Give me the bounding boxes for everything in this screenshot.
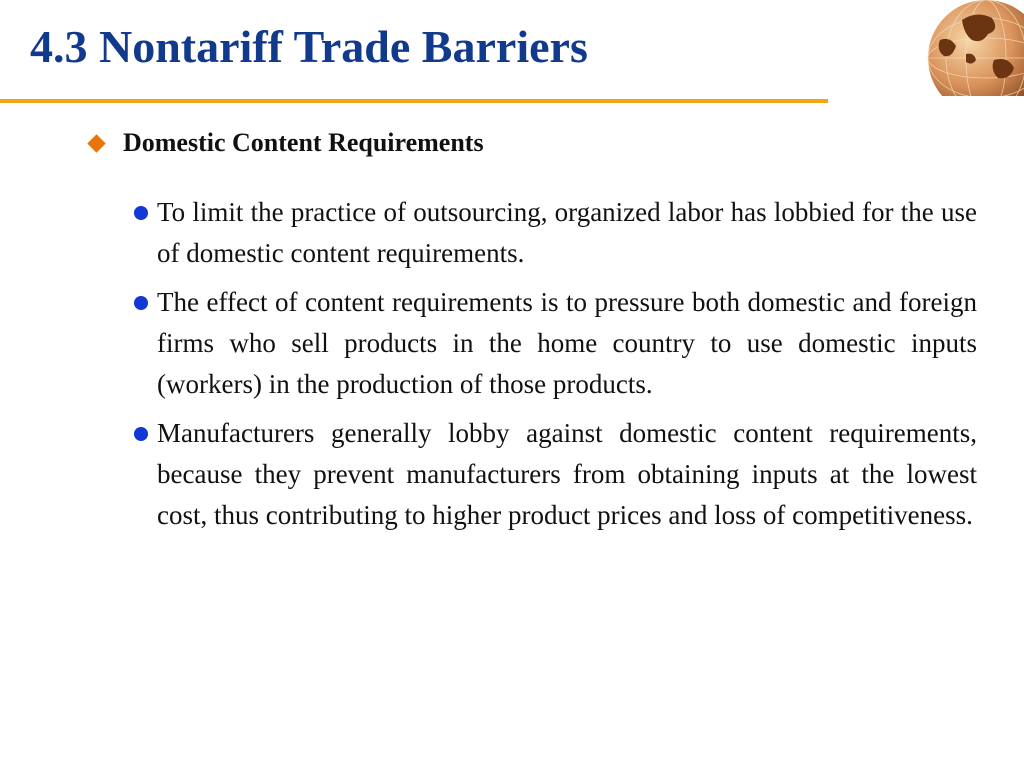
- bullet-text: Manufacturers generally lobby against domestic content requirements, because they prevent manufacturers from obtaining inputs at the lowest cost, thus contributing to higher product prices and loss of competitiveness.: [157, 418, 977, 530]
- blue-dot-bullet-icon: [134, 427, 148, 441]
- blue-dot-bullet-icon: [134, 296, 148, 310]
- bullet-text: The effect of content requirements is to pressure both domestic and foreign firms who sell products in the home country to use domestic inputs (workers) in the production of those products.: [157, 287, 977, 399]
- list-item: [133, 413, 977, 536]
- title-divider: [0, 99, 828, 103]
- bullet-text: To limit the practice of outsourcing, organized labor has lobbied for the use of domestic content requirements.: [157, 197, 977, 268]
- section-header: [84, 128, 984, 158]
- section-heading: Domestic Content Requirements: [123, 128, 484, 157]
- page-title: 4.3 Nontariff Trade Barriers: [30, 21, 588, 72]
- globe-icon: [922, 0, 1024, 96]
- orange-diamond-bullet-icon: [87, 134, 105, 152]
- blue-dot-bullet-icon: [134, 206, 148, 220]
- list-item: [133, 282, 977, 405]
- list-item: [133, 192, 977, 274]
- bullet-list: [133, 192, 977, 544]
- content-section: [84, 128, 984, 158]
